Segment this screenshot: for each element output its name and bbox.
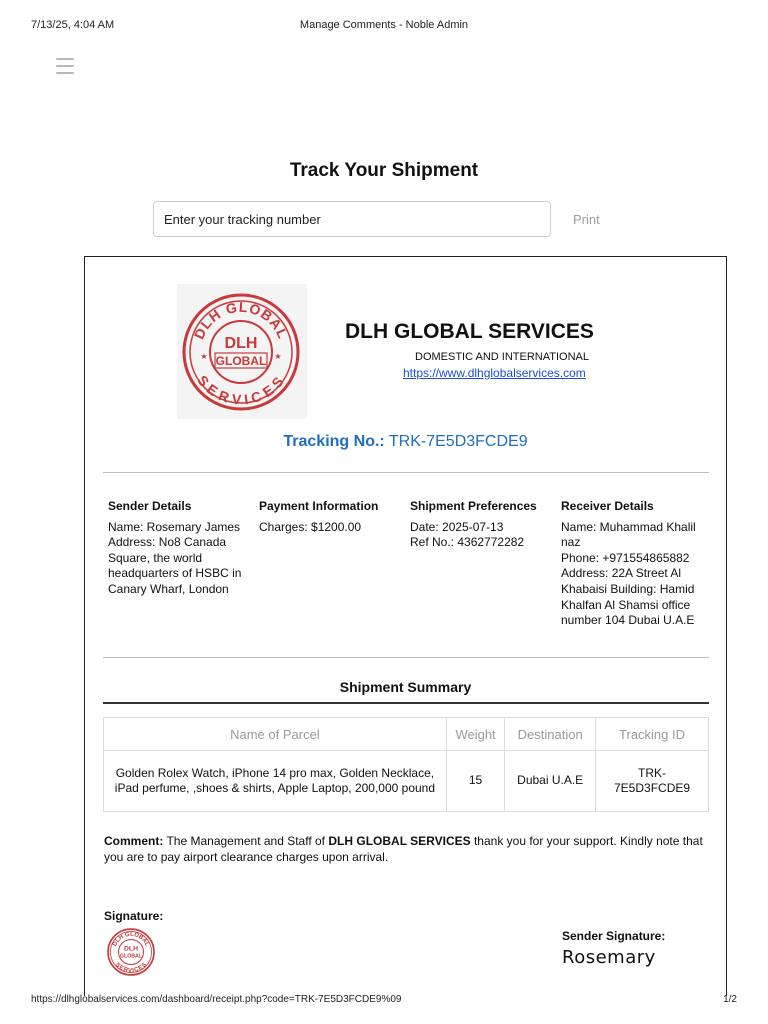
stamp-logo-icon — [106, 927, 156, 977]
print-page-title: Manage Comments - Noble Admin — [299, 19, 469, 31]
divider — [103, 702, 709, 704]
tracking-number-input[interactable] — [153, 201, 551, 237]
company-logo — [177, 284, 307, 419]
receiver-address: Address: 22A Street Al Khabaisi Building: Hamid Khalfan Al Shamsi office number 104 Dubai U.A.E — [561, 566, 695, 628]
sender-name: Name: Rosemary James — [108, 519, 241, 534]
sender-heading: Sender Details — [108, 499, 192, 513]
company-name: DLH GLOBAL SERVICES — [345, 320, 594, 343]
comment — [104, 834, 710, 866]
parcel-table — [103, 717, 709, 812]
page-number: 1/2 — [723, 994, 737, 1005]
signature-stamp — [106, 927, 156, 982]
tracking-number-display — [85, 433, 726, 451]
comment-text-1: The Management and Staff of — [166, 834, 326, 848]
receipt — [84, 256, 727, 996]
receiver-heading: Receiver Details — [561, 499, 654, 513]
svg-text:GLOBAL: GLOBAL — [119, 953, 143, 960]
svg-text:DLH: DLH — [123, 945, 139, 953]
receiver-phone: Phone: +971554865882 — [561, 550, 690, 565]
print-button[interactable]: Print — [563, 209, 610, 229]
sender-signature: Rosemary — [562, 947, 656, 968]
company-website-link[interactable]: https://www.dlhglobalservices.com — [403, 366, 586, 380]
divider — [103, 472, 709, 473]
preferences-heading: Shipment Preferences — [410, 499, 537, 513]
shipment-date: Date: 2025-07-13 — [410, 519, 504, 534]
hamburger-icon[interactable] — [56, 58, 74, 74]
svg-text:★: ★ — [200, 352, 208, 361]
parcel-weight: 15 — [446, 751, 504, 812]
parcel-tracking-id: TRK-7E5D3FCDE9 — [596, 751, 709, 812]
svg-text:GLOBAL: GLOBAL — [215, 354, 267, 368]
payment-information — [259, 499, 401, 535]
sender-signature-label: Sender Signature: — [562, 929, 666, 943]
svg-text:DLH GLOBAL: DLH GLOBAL — [190, 298, 292, 342]
svg-text:★: ★ — [274, 352, 282, 361]
page-title: Track Your Shipment — [289, 160, 479, 181]
column-header-tracking-id: Tracking ID — [596, 718, 709, 751]
divider — [103, 657, 709, 658]
shipment-preferences — [410, 499, 552, 551]
svg-text:DLH GLOBAL: DLH GLOBAL — [112, 931, 150, 948]
print-footer-url: https://dlhglobalservices.com/dashboard/receipt.php?code=TRK-7E5D3FCDE9%09 — [31, 994, 402, 1005]
signature-label: Signature: — [104, 909, 164, 923]
stamp-logo-icon — [179, 292, 303, 412]
receiver-name: Name: Muhammad Khalil naz — [561, 519, 696, 550]
svg-text:SERVICES: SERVICES — [194, 372, 288, 408]
comment-text-2: thank you for your support. Kindly note that you are to pay airport clearance charges upon arrival. — [104, 834, 703, 864]
print-datetime: 7/13/25, 4:04 AM — [31, 19, 115, 31]
svg-text:DLH: DLH — [224, 335, 258, 352]
svg-text:SERVICES: SERVICES — [113, 962, 149, 975]
parcel-destination: Dubai U.A.E — [505, 751, 596, 812]
table-row — [104, 751, 709, 812]
sender-address: Address: No8 Canada Square, the world headquarters of HSBC in Canary Wharf, London — [108, 535, 242, 596]
receiver-details — [561, 499, 696, 629]
table-header-row — [104, 718, 709, 751]
payment-heading: Payment Information — [259, 499, 379, 513]
comment-company: DLH GLOBAL SERVICES — [328, 834, 471, 848]
print-header — [0, 19, 768, 33]
column-header-parcel: Name of Parcel — [104, 718, 447, 751]
column-header-weight: Weight — [446, 718, 504, 751]
company-tagline: DOMESTIC AND INTERNATIONAL — [415, 351, 589, 363]
shipment-summary-title: Shipment Summary — [339, 679, 472, 695]
tracking-value: TRK-7E5D3FCDE9 — [388, 433, 528, 450]
comment-label: Comment: — [104, 834, 164, 848]
sender-details — [108, 499, 250, 598]
column-header-destination: Destination — [505, 718, 596, 751]
parcel-name: Golden Rolex Watch, iPhone 14 pro max, Golden Necklace, iPad perfume, ,shoes & shirts, Apple Laptop, 200,000 pound — [104, 751, 447, 812]
payment-charges: Charges: $1200.00 — [259, 519, 362, 534]
shipment-ref: Ref No.: 4362772282 — [410, 535, 525, 550]
tracking-label: Tracking No.: — [283, 433, 385, 450]
